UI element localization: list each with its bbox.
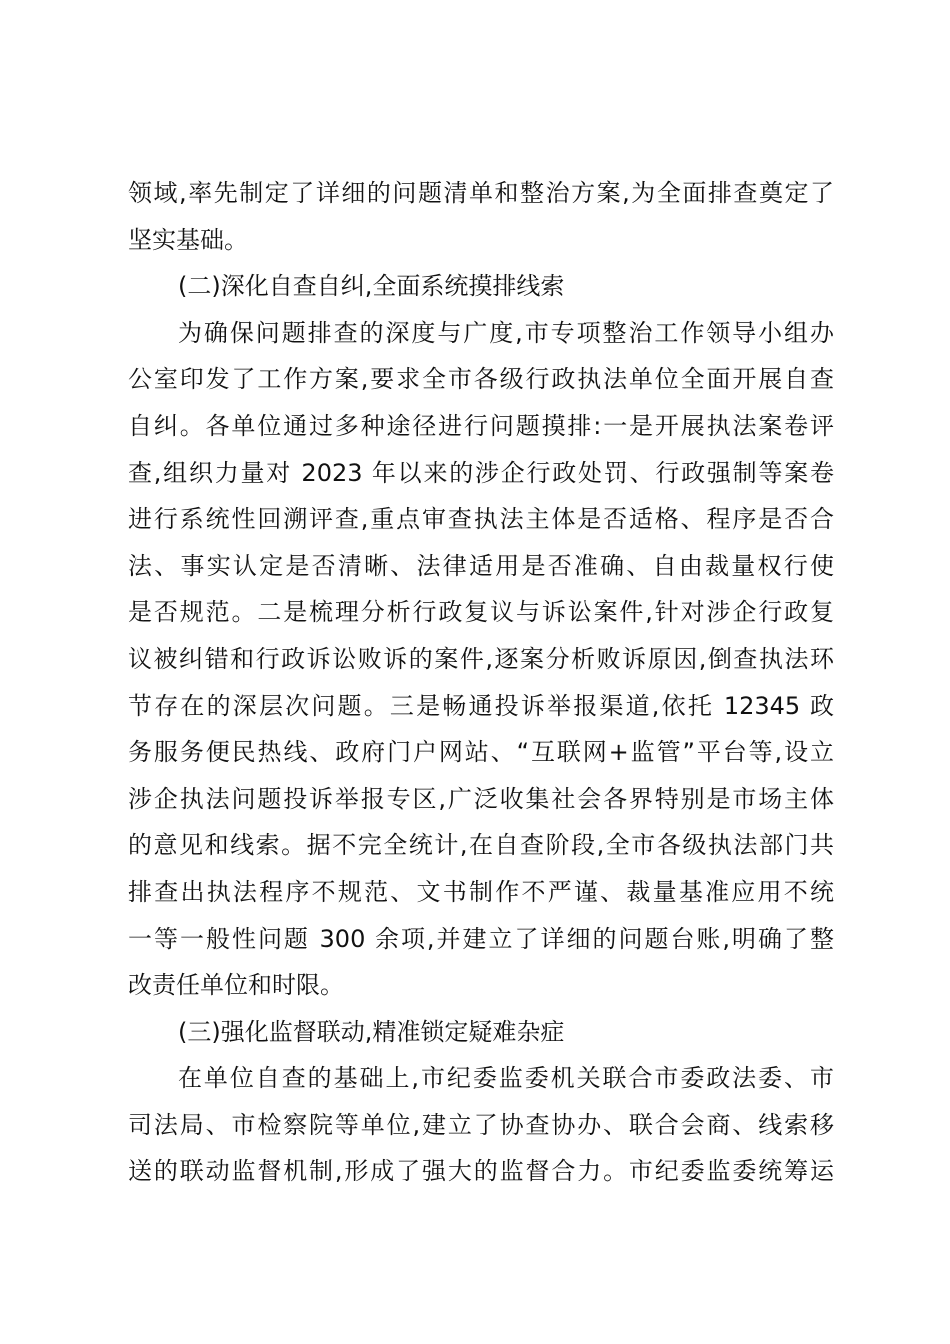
text-line: 为确保问题排查的深度与广度,市专项整治工作领导小组办 (178, 318, 834, 347)
text-line: 领域,率先制定了详细的问题清单和整治方案,为全面排查奠定了 (128, 179, 834, 207)
text-line: 进行系统性回溯评查,重点审查执法主体是否适格、程序是否合 (128, 505, 834, 534)
body-text (128, 170, 834, 1195)
text-line: 一等一般性问题 300 余项,并建立了详细的问题台账,明确了整 (128, 924, 834, 953)
text-line: 排查出执法程序不规范、文书制作不严谨、裁量基准应用不统 (128, 877, 834, 906)
text-line: 查,组织力量对 2023 年以来的涉企行政处罚、行政强制等案卷 (128, 458, 834, 487)
text-line: 议被纠错和行政诉讼败诉的案件,逐案分析败诉原因,倒查执法环 (128, 644, 834, 673)
section-heading: (三)强化监督联动,精准锁定疑难杂症 (178, 1017, 565, 1046)
text-line: 涉企执法问题投诉举报专区,广泛收集社会各界特别是市场主体 (128, 784, 834, 813)
text-line: 改责任单位和时限。 (128, 971, 344, 1000)
text-line: 是否规范。二是梳理分析行政复议与诉讼案件,针对涉企行政复 (128, 598, 834, 627)
text-line: 的意见和线索。据不完全统计,在自查阶段,全市各级执法部门共 (128, 831, 834, 860)
text-line: 司法局、市检察院等单位,建立了协查协办、联合会商、线索移 (128, 1110, 834, 1139)
text-line: 自纠。各单位通过多种途径进行问题摸排:一是开展执法案卷评 (128, 411, 834, 440)
text-line: 坚实基础。 (128, 225, 248, 254)
text-line: 在单位自查的基础上,市纪委监委机关联合市委政法委、市 (178, 1064, 834, 1093)
text-line: 务服务便民热线、政府门户网站、“互联网+监管”平台等,设立 (128, 738, 834, 767)
section-heading: (二)深化自查自纠,全面系统摸排线索 (178, 272, 565, 301)
text-line: 公室印发了工作方案,要求全市各级行政执法单位全面开展自查 (128, 365, 834, 394)
text-line: 法、事实认定是否清晰、法律适用是否准确、自由裁量权行使 (128, 551, 834, 580)
text-line: 送的联动监督机制,形成了强大的监督合力。市纪委监委统筹运 (128, 1157, 834, 1186)
text-line: 节存在的深层次问题。三是畅通投诉举报渠道,依托 12345 政 (128, 691, 834, 720)
